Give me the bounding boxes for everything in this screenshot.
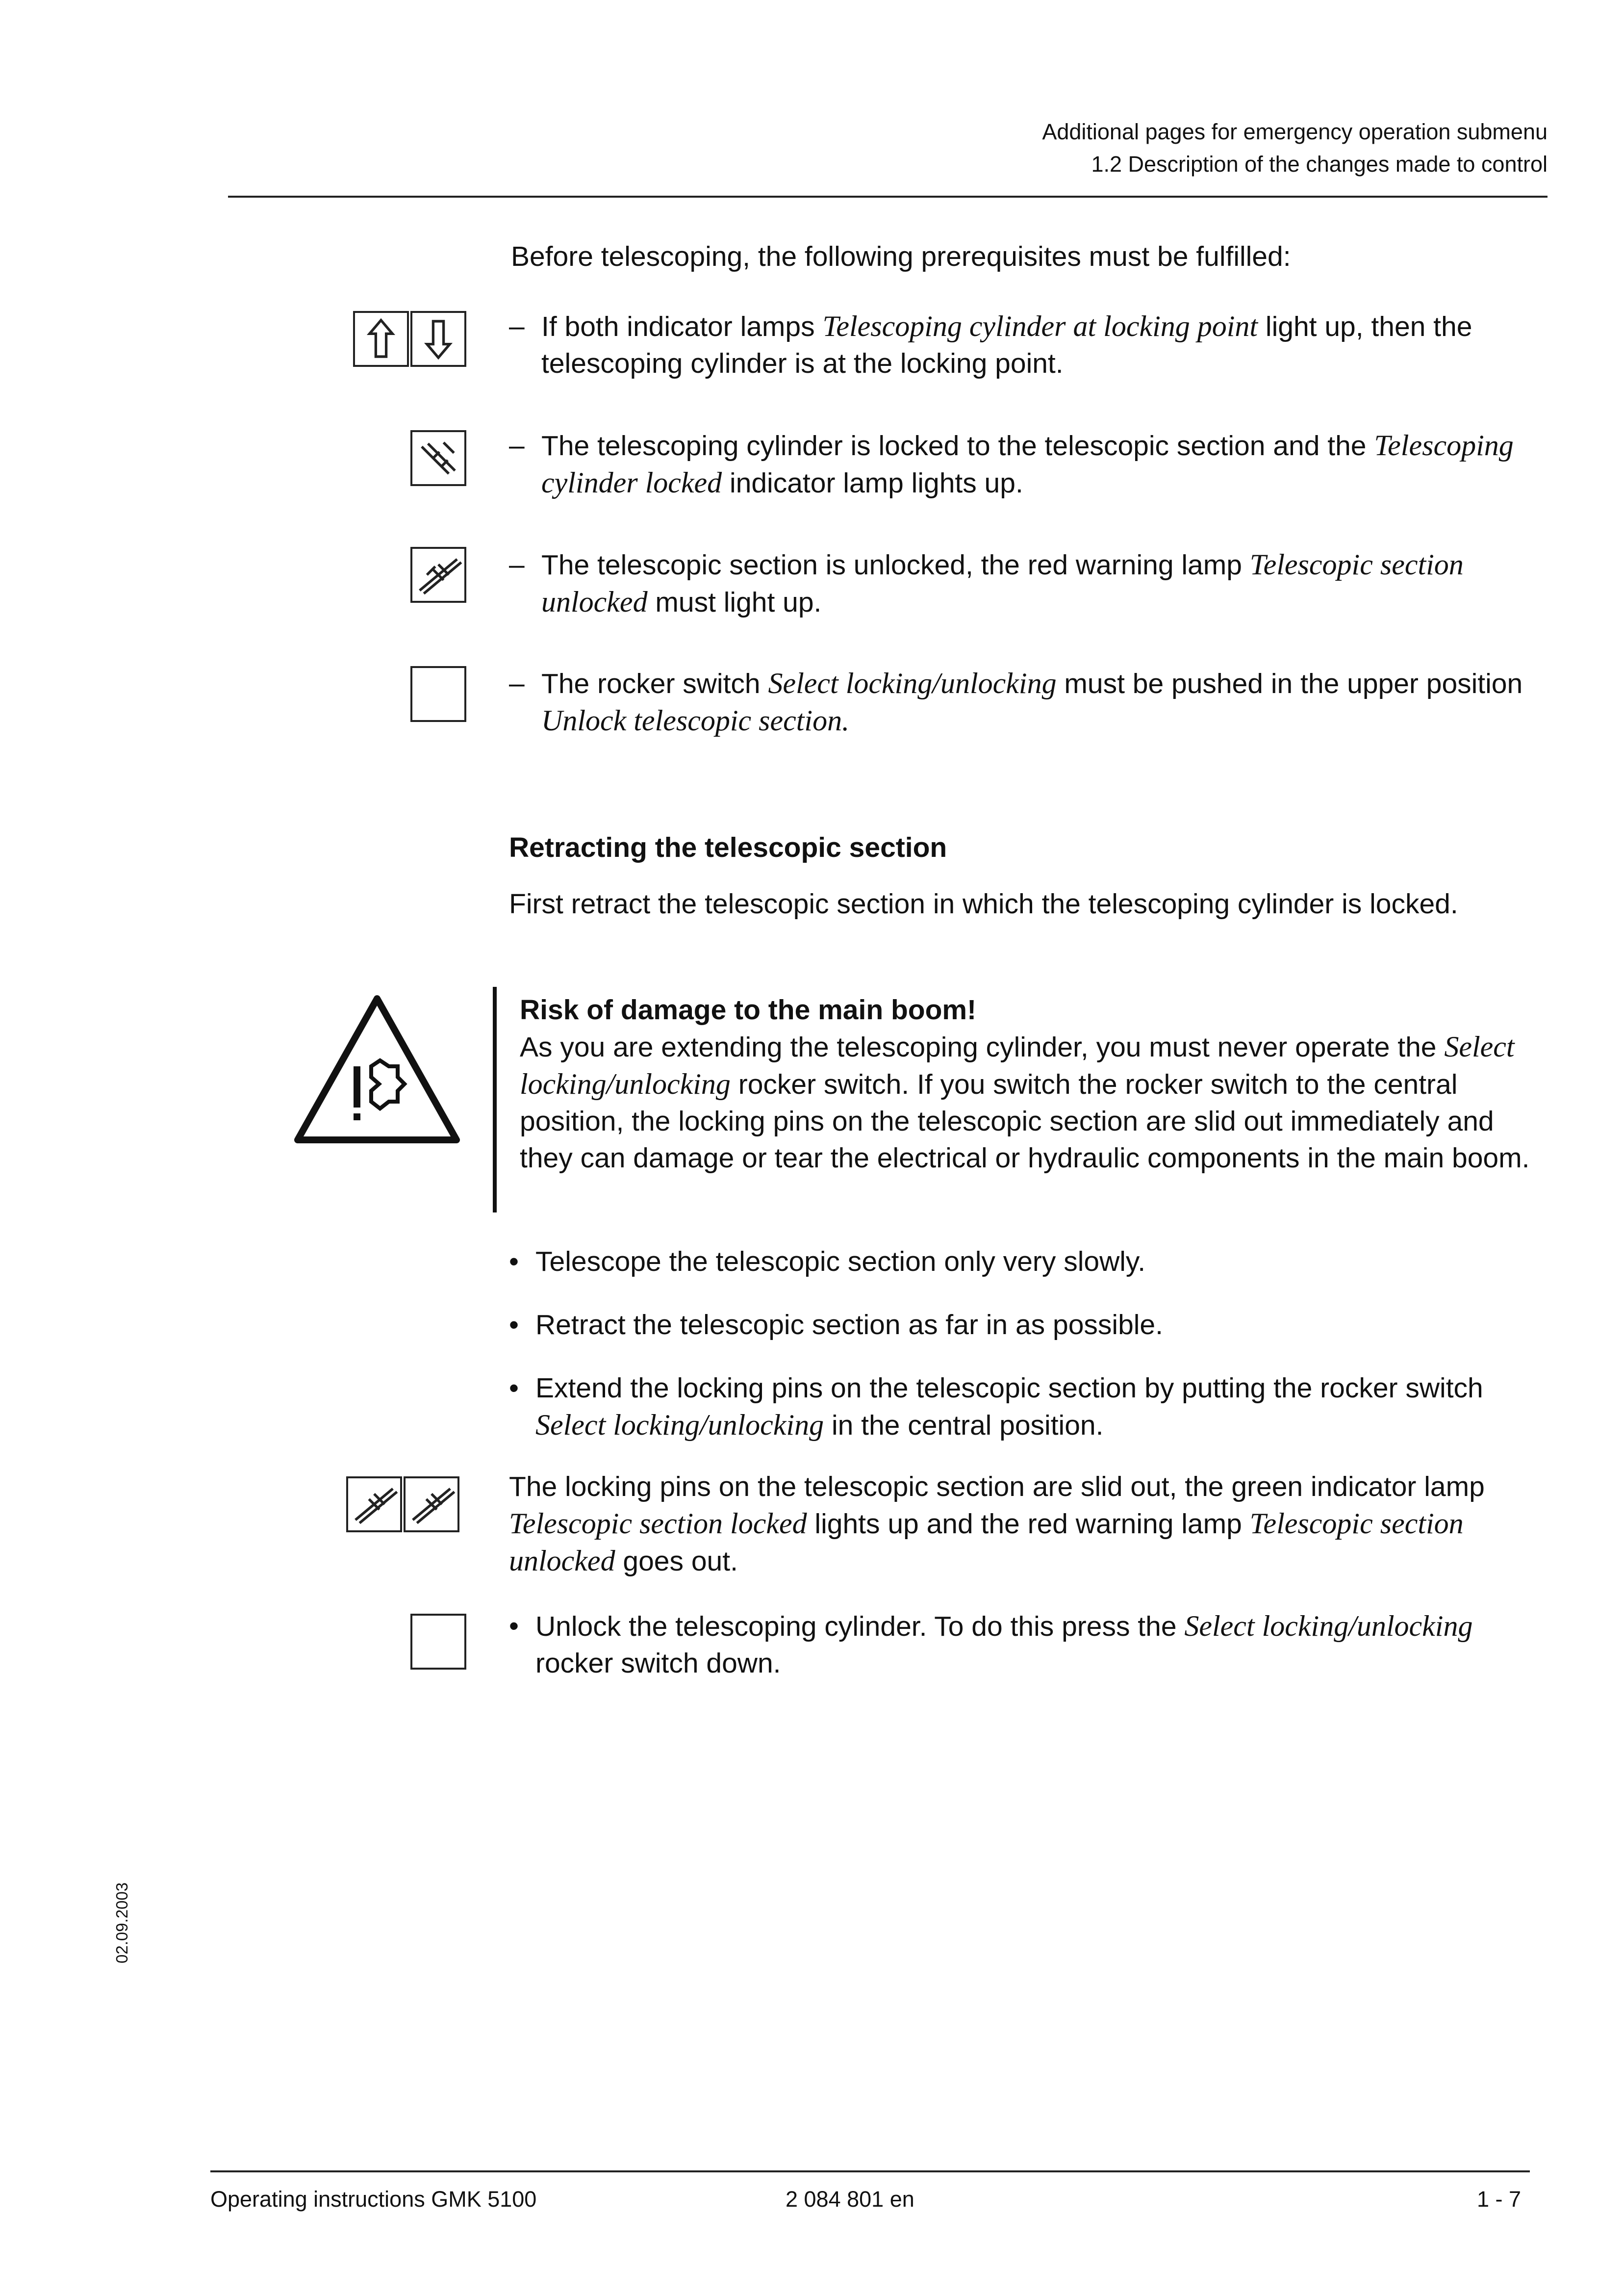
prerequisite-item: – The rocker switch Select locking/unlocking must be pushed in the upper position Unlock telescopic section. [509,667,1523,737]
revision-date: 02.09.2003 [113,1882,131,1963]
list-item: • Retract the telescopic section as far in as possible. [509,1309,1163,1340]
header-rule [228,196,1548,198]
section-intro: First retract the telescopic section in which the telescoping cylinder is locked. [509,888,1458,920]
warning-text: As you are extending the telescoping cylinder, you must never operate the Select locking/unlocking rocker switch. If you switch the rocker switch to the central position, the locking pins on the telescopic section are slid out immediately and they can damage or tear the electrical or hydraulic components in the main boom. [520,1031,1530,1174]
header-chapter: Additional pages for emergency operation submenu [1042,119,1548,144]
prerequisites-intro: Before telescoping, the following prerequisites must be fulfilled: [511,241,1291,272]
footer-rule [210,2170,1530,2172]
warning-title: Risk of damage to the main boom! [520,994,977,1026]
rocker-switch-icon [410,1614,466,1670]
section-heading: Retracting the telescopic section [509,832,947,863]
header-section: 1.2 Description of the changes made to control [1091,152,1548,177]
telescopic-section-locked-icon [346,1476,402,1532]
result-text: The locking pins on the telescopic section are slid out, the green indicator lamp Telescopic section locked lights up and the red warning lamp Telescopic section unlocked goes out. [509,1471,1485,1577]
telescopic-section-locked-icon [404,1476,459,1532]
telescopic-section-unlocked-icon [410,547,466,603]
warning-bar [493,987,497,1212]
warning-triangle-icon [293,993,462,1146]
list-item: • Telescope the telescopic section only very slowly. [509,1246,1146,1277]
arrow-up-icon [353,311,409,367]
prerequisite-item: – The telescoping cylinder is locked to the telescopic section and the Telescoping cylinder locked indicator lamp lights up. [509,429,1514,499]
warning-block [520,992,1540,1177]
prerequisite-item: – If both indicator lamps Telescoping cylinder at locking point light up, then the telescoping cylinder is at the locking point. [509,310,1472,379]
list-item: • Extend the locking pins on the telescopic section by putting the rocker switch Select locking/unlocking in the central position. [509,1372,1483,1441]
footer-document-number: 2 084 801 en [786,2187,914,2212]
telescoping-cylinder-locked-icon [410,430,466,486]
arrow-down-icon [410,311,466,367]
footer-document-title: Operating instructions GMK 5100 [210,2187,537,2212]
list-item: • Unlock the telescoping cylinder. To do this press the Select locking/unlocking rocker switch down. [509,1610,1473,1679]
page-number: 1 - 7 [1476,2187,1521,2212]
page-header [1042,116,1548,180]
rocker-switch-icon [410,666,466,722]
prerequisite-item: – The telescopic section is unlocked, the red warning lamp Telescopic section unlocked must light up. [509,548,1464,618]
